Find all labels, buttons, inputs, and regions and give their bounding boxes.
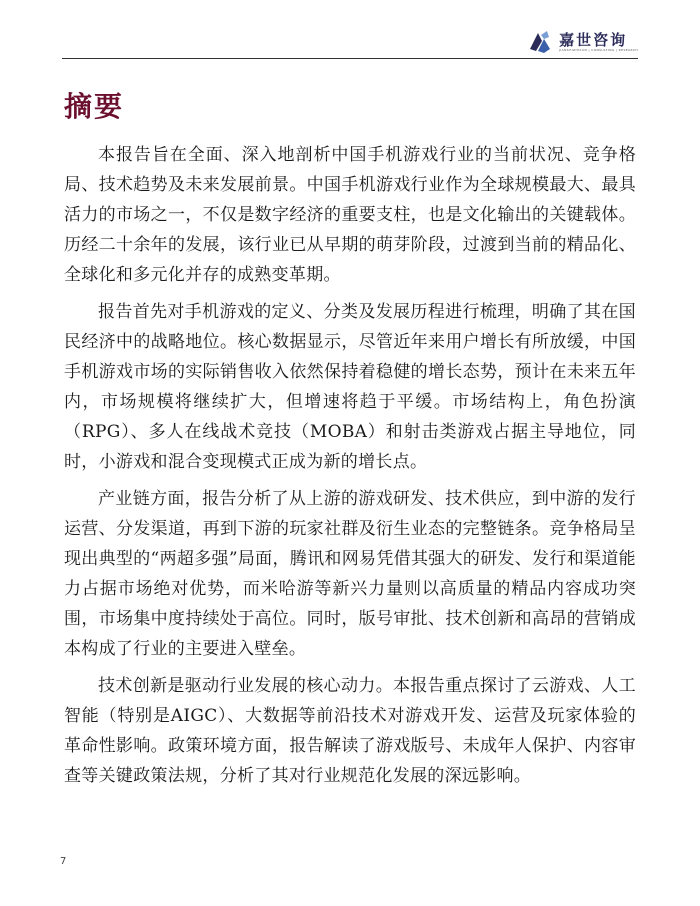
paragraph-2: 报告首先对手机游戏的定义、分类及发展历程进行梳理，明确了其在国民经济中的战略地位。核心数据显示，尽管近年来用户增长有所放缓，中国手机游戏市场的实际销售收入依然保持着稳健的增长态势，预计在未来五年内，市场规模将继续扩大，但增速将趋于平缓。市场结构上，角色扮演（RPG）、多人在线战术竞技（MOBA）和射击类游戏占据主导地位，同时，小游戏和混合变现模式正成为新的增长点。	[64, 302, 636, 472]
page-number: 7	[60, 856, 67, 867]
jiashi-logo-icon	[527, 29, 553, 55]
logo-name: 嘉世咨询	[559, 30, 628, 49]
paragraph-3: 产业链方面，报告分析了从上游的游戏研发、技术供应，到中游的发行运营、分发渠道，再到下游的玩家社群及衍生业态的完整链条。竞争格局呈现出典型的“两超多强”局面，腾讯和网易凭借其强大的研发、发行和渠道能力占据市场绝对优势，而米哈游等新兴力量则以高质量的精品内容成功突围，市场集中度持续处于高位。同时，版号审批、技术创新和高昂的营销成本构成了行业的主要进入壁垒。	[64, 489, 636, 659]
summary-body	[64, 140, 636, 798]
paragraph-4: 技术创新是驱动行业发展的核心动力。本报告重点探讨了云游戏、人工智能（特别是AIGC）、大数据等前沿技术对游戏开发、运营及玩家体验的革命性影响。政策环境方面，报告解读了游戏版号、未成年人保护、内容审查等关键政策法规，分析了其对行业规范化发展的深远影响。	[64, 676, 636, 786]
paragraph-1: 本报告旨在全面、深入地剖析中国手机游戏行业的当前状况、竞争格局、技术趋势及未来发展前景。中国手机游戏行业作为全球规模最大、最具活力的市场之一，不仅是数字经济的重要支柱，也是文化输出的关键载体。历经二十余年的发展，该行业已从早期的萌芽阶段，过渡到当前的精品化、全球化和多元化并存的成熟变革期。	[64, 145, 636, 285]
header-divider	[62, 58, 638, 59]
page-header	[0, 0, 700, 60]
logo-tagline: JIANSHIZHIXUN | CONSULTING | RESEARCH	[559, 47, 638, 52]
company-logo	[527, 28, 638, 56]
logo-text	[559, 32, 638, 53]
section-title: 摘要	[64, 90, 125, 123]
